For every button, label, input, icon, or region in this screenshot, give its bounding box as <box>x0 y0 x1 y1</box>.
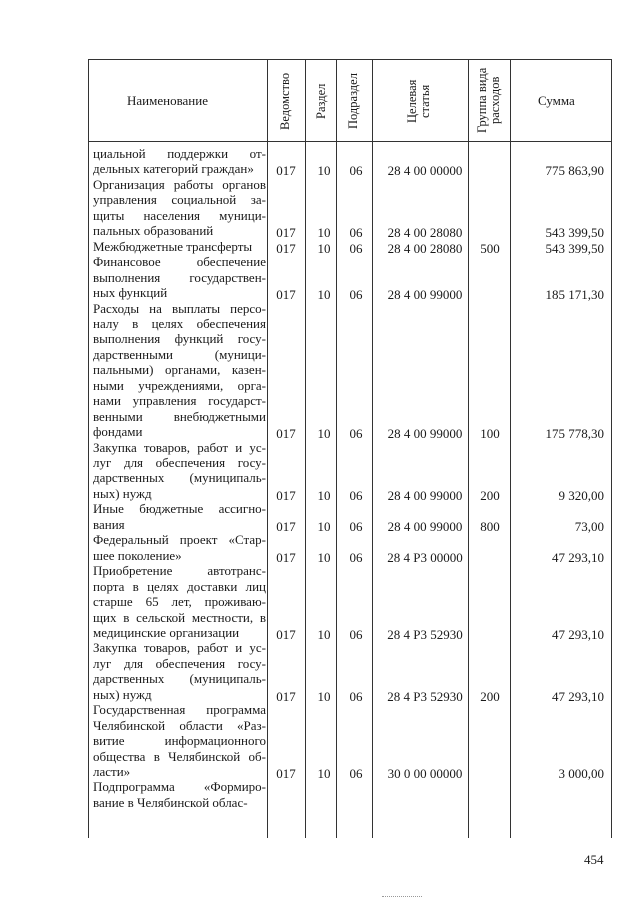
col-divider-grp <box>510 59 511 838</box>
row-razdel: 10 <box>317 766 331 781</box>
row-razdel: 10 <box>317 627 331 642</box>
row-celevaya-statya: 28 4 00 00000 <box>387 163 463 179</box>
row-gruppa: 200 <box>480 487 500 503</box>
header-razdel: Раздел <box>314 83 328 119</box>
row-celevaya-statya: 30 0 00 00000 <box>387 766 463 781</box>
row-name-line: Государственная программа <box>93 702 266 718</box>
row-name-line: луг для обеспечения госу- <box>93 455 266 470</box>
page-number: 454 <box>584 852 604 867</box>
row-name-line: выполнения функций госу- <box>93 331 266 347</box>
row-name-line: дарственных (муниципаль- <box>93 470 266 486</box>
header-summa: Сумма <box>538 93 575 108</box>
row-vedomstvo: 017 <box>276 163 296 179</box>
row-name-line: Закупка товаров, работ и ус- <box>93 640 266 656</box>
row-name-line: общества в Челябинской об- <box>93 748 266 764</box>
header-celevaya-line2: статья <box>418 84 433 118</box>
row-summa: 543 399,50 <box>545 225 604 241</box>
row-name-line: ных) нужд <box>93 686 152 702</box>
row-name-line: венными внебюджетными <box>93 408 266 424</box>
row-vedomstvo: 017 <box>276 766 296 781</box>
row-name-line: Иные бюджетные ассигно- <box>93 501 266 517</box>
row-podrazdel: 06 <box>349 240 363 256</box>
row-celevaya-statya: 28 4 00 99000 <box>387 518 463 534</box>
row-celevaya-statya: 28 4 00 99000 <box>387 426 463 442</box>
row-name-line: Приобретение автотранс- <box>93 563 266 579</box>
row-name-line: вание в Челябинской облас- <box>93 794 248 810</box>
row-name-line: фондами <box>93 424 143 440</box>
row-name-line: щих в сельской местности, в <box>93 609 266 625</box>
row-gruppa: 100 <box>480 426 500 442</box>
row-razdel: 10 <box>317 240 331 256</box>
row-celevaya-statya: 28 4 00 99000 <box>387 487 463 503</box>
row-podrazdel: 06 <box>349 766 363 781</box>
row-summa: 47 293,10 <box>552 688 604 704</box>
row-name-line: ласти» <box>93 764 131 779</box>
row-podrazdel: 06 <box>349 426 363 442</box>
row-name-line: выполнения государствен- <box>93 269 266 285</box>
header-name: Наименование <box>127 93 208 108</box>
row-vedomstvo: 017 <box>276 549 296 565</box>
row-podrazdel: 06 <box>349 627 363 642</box>
row-podrazdel: 06 <box>349 487 363 503</box>
row-name-line: Челябинской области «Раз- <box>93 717 266 733</box>
row-vedomstvo: 017 <box>276 627 296 642</box>
row-vedomstvo: 017 <box>276 688 296 704</box>
header-podrazdel: Подраздел <box>346 73 360 129</box>
row-razdel: 10 <box>317 225 331 241</box>
row-podrazdel: 06 <box>349 287 363 302</box>
header-celevaya-statya <box>406 66 432 136</box>
row-vedomstvo: 017 <box>276 287 296 302</box>
row-name-line: пальными) органами, казен- <box>93 362 266 378</box>
header-gruppa-line2: расходов <box>488 76 503 124</box>
row-gruppa: 800 <box>480 518 500 534</box>
row-name-line: ных) нужд <box>93 485 152 501</box>
row-podrazdel: 06 <box>349 688 363 704</box>
row-name-line: налу в целях обеспечения <box>93 315 266 331</box>
row-summa: 9 320,00 <box>558 487 604 503</box>
row-summa: 175 778,30 <box>545 426 604 442</box>
row-name-line: вания <box>93 516 125 532</box>
row-summa: 47 293,10 <box>552 627 604 642</box>
row-name-line: луг для обеспечения госу- <box>93 655 266 671</box>
header-gruppa-vida-rashodov <box>476 62 502 138</box>
row-podrazdel: 06 <box>349 225 363 241</box>
row-name-line: ными учреждениями, орга- <box>93 377 266 393</box>
header-divider <box>88 141 612 142</box>
row-podrazdel: 06 <box>349 163 363 179</box>
row-vedomstvo: 017 <box>276 426 296 442</box>
row-name-line: витие информационного <box>93 733 266 749</box>
row-name-line: Межбюджетные трансферты <box>93 238 253 254</box>
row-summa: 775 863,90 <box>545 163 604 179</box>
row-name-line: дарственными (муници- <box>93 346 266 362</box>
scan-artifact <box>382 896 422 900</box>
row-name-line: Закупка товаров, работ и ус- <box>93 439 266 455</box>
row-name-line: дельных категорий граждан» <box>93 161 254 177</box>
header-vedomstvo: Ведомство <box>278 72 292 130</box>
row-celevaya-statya: 28 4 P3 52930 <box>387 688 463 704</box>
row-celevaya-statya: 28 4 00 28080 <box>387 240 463 256</box>
row-name-line: шее поколение» <box>93 547 182 563</box>
row-podrazdel: 06 <box>349 518 363 534</box>
row-celevaya-statya: 28 4 P3 00000 <box>387 549 463 565</box>
row-name-line: дарственных (муниципаль- <box>93 671 266 687</box>
row-gruppa: 500 <box>480 240 500 256</box>
row-razdel: 10 <box>317 688 331 704</box>
row-name-line: порта в целях доставки лиц <box>93 578 266 594</box>
header-gruppa-line1: Группа вида <box>475 67 489 133</box>
row-name-line: управления социальной за- <box>93 192 266 208</box>
row-razdel: 10 <box>317 518 331 534</box>
row-name-line: Расходы на выплаты персо- <box>93 300 266 316</box>
row-summa: 3 000,00 <box>558 766 604 781</box>
row-vedomstvo: 017 <box>276 225 296 241</box>
row-razdel: 10 <box>317 549 331 565</box>
row-summa: 47 293,10 <box>552 549 604 565</box>
row-summa: 73,00 <box>574 518 604 534</box>
row-vedomstvo: 017 <box>276 240 296 256</box>
row-name-line: Финансовое обеспечение <box>93 254 266 270</box>
row-name-line: Федеральный проект «Стар- <box>93 532 266 548</box>
row-celevaya-statya: 28 4 00 99000 <box>387 287 463 302</box>
row-name-line: Организация работы органов <box>93 176 266 192</box>
row-celevaya-statya: 28 4 00 28080 <box>387 225 463 241</box>
row-name-line: ных функций <box>93 285 168 300</box>
row-celevaya-statya: 28 4 P3 52930 <box>387 627 463 642</box>
row-razdel: 10 <box>317 487 331 503</box>
row-name-line: нами управления государст- <box>93 393 266 409</box>
col-divider-ved <box>305 59 306 838</box>
row-razdel: 10 <box>317 163 331 179</box>
row-gruppa: 200 <box>480 688 500 704</box>
row-name-line: пальных образований <box>93 223 214 239</box>
row-razdel: 10 <box>317 287 331 302</box>
row-summa: 543 399,50 <box>545 240 604 256</box>
row-vedomstvo: 017 <box>276 487 296 503</box>
header-celevaya-line1: Целевая <box>405 79 419 123</box>
row-razdel: 10 <box>317 426 331 442</box>
row-name-line: старше 65 лет, проживаю- <box>93 594 266 609</box>
col-divider-name <box>267 59 268 838</box>
row-name-line: щиты населения муници- <box>93 207 266 223</box>
row-vedomstvo: 017 <box>276 518 296 534</box>
row-name-line: Подпрограмма «Формиро- <box>93 779 266 795</box>
row-podrazdel: 06 <box>349 549 363 565</box>
row-name-line: медицинские организации <box>93 625 240 640</box>
row-name-line: циальной поддержки от- <box>93 146 266 161</box>
row-summa: 185 171,30 <box>545 287 604 302</box>
